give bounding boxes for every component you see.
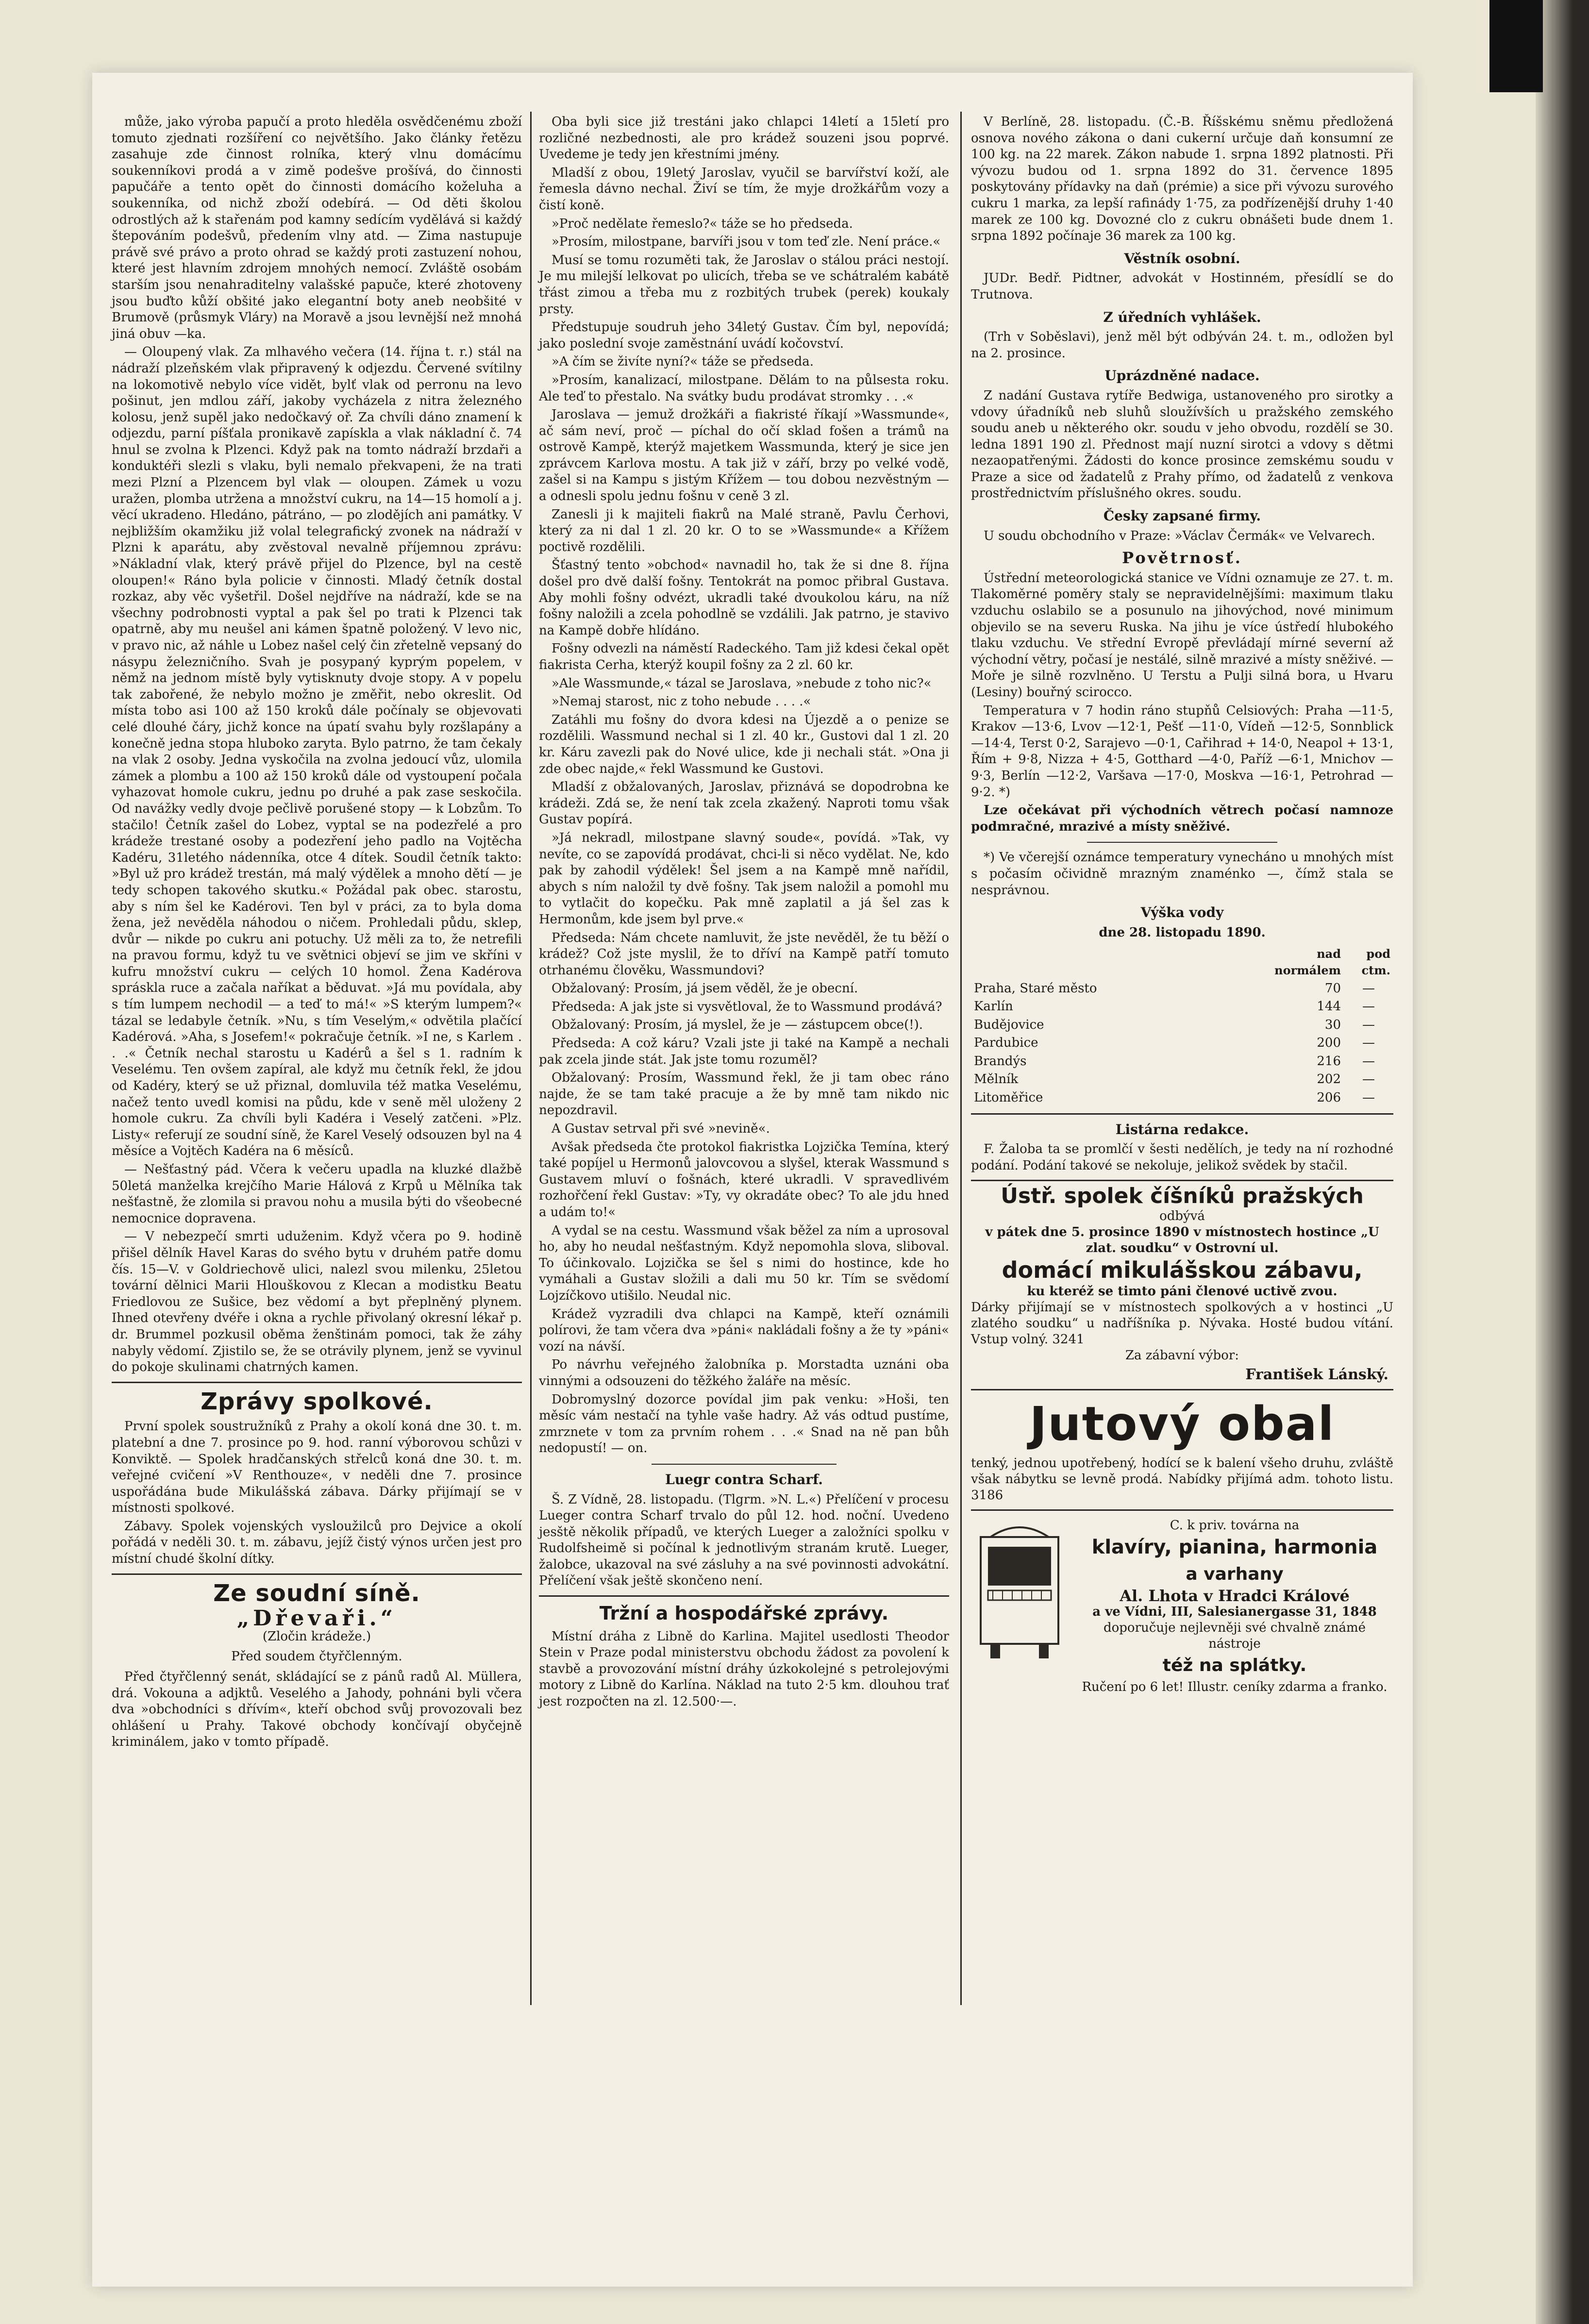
article-oloupeny-vlak: — Oloupený vlak. Za mlhavého večera (14. října t. r.) stál na nádraží plzeňském vlak připravený k odjezdu. Červené svítilny na lokomotivě nebylo více vidět, bylť vlak od perronu na levo pošinut, jen mdlou září, jakoby vycházela z nitra železného kolosu, jenž supěl jako nedočkavý oř. Za chvíli dáno znamení k odjezdu, parní píšťala pronikavě zapískla a vlak nákladní č. 74 hnul se zvolna k Plzenci. Když pak na tomto nádraží brzdaři a konduktéři slezli s vlaku, byli nemalo překvapeni, že na trati mezi Plzní a Plzencem byl vlak — oloupen. Zámek u vozu uražen, plomba utržena a množství cukru, na 14—15 homolí a j. věcí ukradeno. Hledáno, pátráno, — po zlodějích ani památky. V nejbližším okamžiku již volal telegrafický zvonek na nádraží v Plzni k aparátu, aby zvěstoval nevalně příjemnou zprávu: »Nákladní vlak, který právě přijel do Plzence, byl na cestě oloupen!« Ráno byla policie v činnosti. Mladý četník dostal rozkaz, aby věc vyšetřil. Došel nejdříve na nádraží, kde se na všechny podrobnosti vyptal a pak šel po trati k Plzenci tak opatrně, aby mu neušel ani kámen špatně položený. V levo nic, v pravo nic, až náhle u Lobez našel celý čin zřetelně vepsaný do násypu železničního. Svah je posypaný kyprým popelem, v němž na jednom místě byly vytisknuty dvoje stopy. A v popelu tak zabořené, že nebylo možno je změřit, nebo okreslit. Od místa tobo asi 100 až 150 kroků dále počínaly se objevovati celé dlouhé čáry, jichž konce na úpatí svahu byly rozšlapány a konečně jedna stopa hluboko zaryta. Bylo patrno, že tam čekaly na vlak 2 osoby. Jedna vyskočila na zvolna jedoucí vůz, ulomila zámek a plombu a 100 až 150 kroků dále od vystoupení počala vyhazovat homole cukru, jednu po druhé a pak zase seskočila. Od navážky vedly dvoje pečlivě porušené stopy — k Lobzům. To stačilo! Četník zašel do Lobez, vyptal se na podezřelé a pro krádeže trestané osoby a podezření jeho padlo na Vojtěcha Kadéru, 31letého nádenníka, otce 4 dítek. Soudil četník takto: »Byl už pro krádež trestán, má malý výdělek a mnoho dětí — je tedy schopen takového skutku.« Požádal pak obec. starostu, aby s ním šel ke Kadérovi. Ten byl v práci, za to byla doma žena, jež nevěděla náhodou o ničem. Prohledali půdu, sklep, dvůr — nikde po cukru ani potuchy. Už měli za to, že netrefili na pravou formu, když tu ve světnici objeví se jim ve skříni v kufru množství cukru — celých 10 homol. Žena Kadérova spráskla ruce a začala naříkat a běduvat. »Já mu povídala, aby s tím lumpem nechodil — a teď to má!« »S kterým lumpem?« tázal se ledabyle četník. »Nu, s tím Veselým,« odvětila plačící Kadérová. »Aha, s Josefem!« pokračuje četník. »I ne, s Karlem . . .« Četník nechal starostu u Kadérů a šel s 1. radním k Veselému. Ten ovšem zapíral, ale když mu četník řekl, že jdou od Kadéry, který se už přiznal, domluvila též matka Veselému, načež tento uvedl komisi na půdu, kde v seně měl uloženy 2 homole cukru. Za chvíli byli Kadéra i Veselý zatčeni. »Plz. Listy« referují ze soudní síně, že Karel Veselý odsouzen byl na 4 měsíce a Vojtěch Kadéra na 6 měsíců. [112,345,522,1159]
article-drevari-cont: »Proč nedělate řemeslo?« táže se ho předseda. [552,216,853,231]
article-zabavy: Zábavy. Spolek vojenských vysloužilců pro Dejvice a okolí pořádá v neděli 30. t. m. zábavu, jejíž čistý výnos určen jest pro místní chudé školní dítky. [112,1519,522,1567]
heading-zpravy-spolkove: Zprávy spolkové. [201,1388,433,1415]
table-row: Brandýs 216 — [974,1053,1375,1069]
article-nadace: Z nadání Gustava rytíře Bedwiga, ustanoveného pro sirotky a vdovy úřadníků neb sluhů sloužívších u pražského zemského soudu aneb u některého okr. soudu v jeho obvodu, rozdělí se 30. ledna 1891 190 zl. Přednost mají nuzní sirotci a vdovy s dětmi nezaopatřenými. Žádosti do konce prosince zemskému soudu v Praze a sice od žadatelů z Prahy přímo, od žadatelů z venkova prostřednictvím příslušného okres. soudu. [971,388,1393,501]
article-mistni-draha: Místní dráha z Libně do Karlina. Majitel usedlosti Theodor Stein v Praze podal ministerstvu obchodu žádost za povolení k stavbě a provozování místní dráhy úzkokolejné s petrolejovými motory z Libně do Karlína. Náklad na tuto 2·5 km. dlouhou trať jest rozpočten na zl. 12.500·—. [539,1629,949,1709]
ad-cisnici: Ústř. spolek číšníků pražských odbývá v pátek dne 5. prosince 1890 v místnostech hostince „U zlat. soudku“ v Ostrovní ul. domácí mikulášskou zábavu, ku kteréž se timto páni členové uctivě zvou. Dárky přijímají se v místnostech spolkových a v hostinci „U zlatého soudku“ u nadříšníka p. Nývaka. Hosté budou vítání. Vstup volný. 3241 Za zábavní výbor: František Lánský. [971,1184,1393,1384]
article-vestnik: JUDr. Bedř. Pidtner, advokát v Hostinném, přesídlí se do Trutnova. [971,271,1393,302]
heading-listarna: Listárna redakce. [1115,1121,1249,1137]
article-nestastny-pad: — Nešťastný pád. Včera k večeru upadla na kluzké dlažbě 50letá manželka krejčího Marie Hálová z Krpů u Mělníka tak nešťastně, že zlomila si pravou nohu a musila býti do všeobecné nemocnice dopravena. [112,1162,522,1226]
section-rule [971,1180,1393,1181]
heading-ze-soudni-sine: Ze soudní síně. [213,1579,420,1607]
column-1 [112,114,522,1753]
section-rule [971,1389,1393,1390]
article-drevari-cont: Zanesli ji k majiteli fiakrů na Malé straně, Pavlu Čerhovi, který za ni dal 1 zl. 20 kr. O to se »Wassmunde« a Křížem poctivě rozdělili. [539,507,949,554]
heading-trzni-zpravy: Tržní a hospodářské zprávy. [599,1603,889,1624]
column-2 [539,114,949,1712]
section-rule [112,1382,522,1383]
table-row: Budějovice 30 — [974,1017,1375,1032]
heading-vestnik-osobni: Věstník osobní. [1124,250,1240,267]
article-drevari-cont: Obžalovaný: Prosím, já jsem věděl, že je obecní. [552,981,858,996]
article-drevari-cont: Předseda: A jak jste si vysvětloval, že to Wassmund prodává? [552,999,942,1014]
table-row: Karlín 144 — [974,999,1375,1014]
ad-jutovy-title: Jutový obal [1029,1396,1335,1451]
table-row: Litoměřice 206 — [974,1090,1375,1105]
ad-klavir [971,1518,1393,1695]
section-rule [971,1509,1393,1511]
article-drevari-cont: »Já nekradl, milostpane slavný soude«, povídá. »Tak, vy nevíte, co se zapovídá prodávat, chci-li si něco vydělat. Ne, kdo pak by zahodil výdělek! Šel jsem a na Kampě mně nařídil, abych s ním naložil ty dvě fošny. Tak jsem naložil a pomohl mu to vytlačit do kopečku. Pak mně zaplatil a já šel zas k Hermonům, kde jsem byl prve.« [539,830,949,927]
article-drevari-cont: Fošny odvezli na náměstí Radeckého. Tam již kdesi čekal opět fiakrista Cerha, kterýž koupil fošny za 2 zl. 60 kr. [539,641,949,672]
section-rule [1087,842,1277,843]
article-drevari-cont: Obžalovaný: Prosím, Wassmund řekl, že ji tam obec ráno najde, že se tam také pracuje a že by mně tam nikdo nic nepozdravil. [539,1070,949,1118]
article-luegr: Š. Z Vídně, 28. listopadu. (Tlgrm. »N. L.«) Přelíčení v procesu Lueger contra Scharf trvalo do půl 12. hod. noční. Uvedeno jesště několik případů, ve kterých Lueger a založníci spolku v Rudolfsheimě si počínal k jednotlivým stranám krutě. Lueger, žalobce, ukazoval na své zásluhy a na své povinnosti advokátní. Přelíčení však ještě skončeno není. [539,1492,949,1588]
article-drevari-cont: Šťastný tento »obchod« navnadil ho, tak že si dne 8. října došel pro dvě další fošny. Tentokrát na pomoc přibral Gustava. Aby mohli fošny odvézt, ukradli také dvoukolou káru, na níž fošny naložili a zcela pohodlně se vzdálili. Jak patrno, je stavivo na Kampě dobře hlídáno. [539,558,949,638]
column-3 [971,114,1393,1700]
section-rule [539,1595,949,1597]
article-firmy: U soudu obchodního v Praze: »Václav Čermák« ve Velvarech. [984,528,1375,543]
article-drevari-cont: »Prosím, kanalizací, milostpane. Dělám to na půlsesta roku. Ale teď to přestalo. Na svátky budu prodávat stromky . . .« [539,372,949,404]
water-date: dne 28. listopadu 1890. [1099,925,1266,940]
article-drevari-cont: Musí se tomu rozuměti tak, že Jaroslav o stálou práci nestojí. Je mu milejší lelkovat po ulicích, třeba se ve schátralém kabátě třást zimou a třeba mu z rozbitých trubek (perek) koukaly prsty. [539,252,949,317]
heading-povetrnost: Povětrnosť. [1122,549,1242,568]
table-row: Pardubice 200 — [974,1036,1375,1051]
ad-jutovy-obal: Jutový obal tenký, jednou upotřebený, hodící se k balení všeho druhu, zvláště však nábytku se levně prodá. Nabídky přijímá adm. tohoto listu. 3186 [971,1396,1393,1503]
article-drevari-cont: Obžalovaný: Prosím, já myslel, že je — zástupcem obce(!). [552,1018,923,1033]
article-drevari: Před čtyřčlenný senát, skládající se z pánů radů Al. Müllera, drá. Vokouna a adjktů. Veselého a Jahody, pohnáni byli včera dva »obchodníci s dřívím«, kteří obchod svůj provozovali bez ohlášení u Prahy. Takové obchody končívají obyčejně kriminálem, jako v tomto případě. [112,1670,522,1750]
heading-cesky-zapsane-firmy: Česky zapsané firmy. [1103,508,1261,524]
heading-luegr: Luegr contra Scharf. [665,1471,823,1488]
article-drevari-cont: Po návrhu veřejného žalobníka p. Morstadta uznáni oba vinnými a odsouzeni do těžkého žaláře na měsíc. [539,1357,949,1388]
heading-z-urednich-vyhlasek: Z úředních vyhlášek. [1103,309,1261,325]
ad-klavir-title: klavíry, pianina, harmonia [1091,1536,1378,1558]
article-drevari-cont: Mladší z obou, 19letý Jaroslav, vyučil se barvířství koží, ale řemesla dávno nechal. Živí se tím, že myje drožkářům vozy a čistí koně. [539,165,949,213]
article-uduseni: — V nebezpečí smrti uduženim. Když včera po 9. hodině přišel dělník Havel Karas do svého bytu v druhém patře domu čís. 15—V. v Goldriechově ulici, nalezl svou milenku, 25letou tovární dělnici Marii Hlouškovou z Klecan a modistku Beatu Friedlovou ze Sušice, bez vědomí a byt přeplněný plynem. Ihned otevřeny dvéře i okna a rychle přivolaný okresní lékař p. dr. Brummel pozkusil oběma ženštinám pomoci, tak že záhy nabyly vědomí. Zjistilo se, že se otrávily plynem, jenž se vyvinul do pokoje skulinami chatrných kamen. [112,1229,522,1375]
section-rule [971,1113,1393,1115]
article-drevari-cont: »Nemaj starost, nic z toho nebude . . . .« [552,694,811,709]
article-drevari-cont: Krádež vyzradili dva chlapci na Kampě, kteří oznámili polírovi, že tam včera dva »páni« nakládali fošny a že ty »páni« vozí na návší. [539,1306,949,1354]
article-drevari-cont: Jaroslava — jemuž drožkáři a fiakristé říkají »Wassmunde«, ač sám neví, proč — píchal do očí sklad fošen a trámů na ostrově Kampě, kterýž majetkem Wassmunda, který je sice jen zprávcem Karlova mostu. A tak již v září, brzy po velké vodě, zašel si na Kampu s jistým Křížem — tou dobou nezvěstným — a odnesli spolu jednu fošnu v ceně 3 zl. [539,407,949,504]
section-rule [112,1573,522,1575]
scan-edge [1536,0,1589,2324]
table-row: Praha, Staré město 70 — [974,981,1375,996]
article-spolek-soustruzniku: První spolek soustružníků z Prahy a okolí koná dne 30. t. m. platební a dne 7. prosince po 9. hod. ranní výborovou schůzi v Konviktě. — Spolek hradčanských střelců koná dne 30. t. m. veřejné cvičení »V Renthouze«, v neděli dne 7. prosince uspořádána bude Mikulášská zábava. Dárky přijímají se v místnosti spolkové. [112,1419,522,1516]
table-row: Mělník 202 — [974,1072,1375,1087]
article-drevari-cont: A vydal se na cestu. Wassmund však běžel za ním a uprosoval ho, aby ho neudal nešťastným. Když nepomohla slova, sliboval. To účinkovalo. Lojzička se šel s nimi do hostince, kde ho vymáhali a Gustav složili a dali mu 50 kr. Tím se svědomí Lojzíčkovo utišilo. Neudal nic. [539,1223,949,1303]
heading-drevari: „Dřevaři.“ [236,1606,397,1631]
article-drevari-cont: Předstupuje soudruh jeho 34letý Gustav. Čím byl, nepovídá; jako poslední svoje zaměstnání uvádí kočovství. [539,320,949,351]
article-drevari-cont: Zatáhli mu fošny do dvora kdesi na Újezdě a o penize se rozdělili. Wassmund nechal si 1 zl. 40 kr., Gustovi dal 1 zl. 20 kr. Káru zavezli pak do Nové ulice, kde ji nechali stát. »Ona ji zde obec najde,« řekl Wassmund ke Gustovi. [539,712,949,776]
article-drevari-cont: A Gustav setrval při své »nevině«. [552,1121,770,1137]
article-drevari-cont: Předseda: Nám chcete namluvit, že jste nevěděl, že tu běží o krádež? Což jste myslil, že to dříví na Kampě patří tomuto otrhanému člověku, Wassmundovi? [539,930,949,978]
article-drevari-cont: Avšak předseda čte protokol fiakristka Lojzička Temína, který také popíjel u Hermonů jalovcovou a slyšel, kterak Wassmund s Gustavem mluví o fošnách, které ukradli. V spravedlivém rozhořčení řekl Gustav: »Ty, vy okradáte obec? To ale jdu hned a udám to!« [539,1139,949,1220]
article-drevari-cont: »Prosím, milostpane, barvíři jsou v tom teď zle. Není práce.« [552,234,941,250]
article-drevari-cont: Dobromyslný dozorce povídal jim pak venku: »Hoši, ten měsíc vám nestačí na tyhle vaše hadry. Až vás odtud pustíme, zmrznete v tom za prvním rohem . . .« Snad na ně pan bůh nedopustí! — on. [539,1392,949,1456]
ad-cisnici-signature: František Lánský. [1245,1366,1388,1384]
article-teploty: Temperatura v 7 hodin ráno stupňů Celsiových: Praha —11·5, Krakov —13·6, Lvov —12·1, Pešť —11·0, Vídeň —12·5, Sonnblick —14·4, Terst 0·2, Sarajevo —0·1, Cařihrad + 14·0, Neapol + 13·1, Řím + 9·8, Nizza + 4·5, Gotthard —4·0, Paříž —6·1, Mnichov —9·3, Berlín —12·2, Varšava —17·0, Moskva —16·1, Petrohrad —9·2. *) [971,703,1393,800]
scan-corner [1489,0,1543,92]
column-rule [960,112,962,2005]
water-col-nad: nad normálem [1274,947,1341,977]
article-poznamka: *) Ve včerejší oznámce temperatury vynecháno u mnohých míst s počasím očividně mrazným znaménko —, čímž stala se nesprávnou. [971,850,1393,898]
article-papuce: může, jako výroba papučí a proto hleděla osvědčenému zboží tomuto zjednati rozšíření co největšího. Jako články řetězu zasahuje zde činnost rolníka, který vlnu domácímu soukenníkovi prodá a v zimě podešve prošívá, do činnosti papučáře a tento opět do činnosti domácího koželuha a soukenníka, od nichž zboží odebírá. — Od děti školou odrostlých až k stařenám pod kamny sedícím vydělává si každý štepováním podešvů, předením vlny atd. — Zima nastupuje právě své právo a proto ohrad se každý proti zastuzení nohou, které jest hlavním zdrojem mnohých nemocí. Zvláště osobám starším jsou nenahraditelny valašské papuče, které zhotoveny jsou buďto kůží obšité jako elegantní boty aneb neobšité v Brumově (průsmyk Vláry) na Moravě a jsou levnější než mnohá jiná obuv —ka. [112,115,522,341]
section-rule [652,1464,836,1465]
article-listarna: F. Žaloba ta se promlčí v šesti nedělích, je tedy na ní rozhodné podání. Podání takové se nekoluje, jelikož svědek by stačil. [971,1142,1393,1173]
subheading-senat: Před soudem čtyřčlenným. [231,1649,402,1664]
article-povetrnost: Ústřední meteorologická stanice ve Vídni oznamuje ze 27. t. m. Tlakoměrné poměry staly se nepravidelnějšími: maximum tlaku vzduchu oslabilo se a posunulo na jihovýchod, nové minimum objevilo se na severu Ruska. Na jihu je více ústředí hlubokého tlaku vzduchu. Ve střední Evropě převládají mírné severní až východní větry, počasí je nestálé, silně mrazivé a místy sněživé. — Moře je silně rozvlněno. U Terstu a Pulji silná bora, u Hvaru (Lesiny) bouřný scirocco. [971,570,1393,700]
column-rule [530,112,532,2005]
ad-cisnici-title: Ústř. spolek číšníků pražských [1001,1184,1364,1209]
heading-uprazdnene-nadace: Uprázdněné nadace. [1104,368,1260,384]
heading-vyska-vody: Výška vody [1140,904,1224,921]
article-berlin-cukr: V Berlíně, 28. listopadu. (Č.-B. Říšskému sněmu předložená osnova nového zákona o dani cukerní určuje daň konsumní ze 100 kg. na 22 marek. Zákon nabude 1. srpna 1892 platnosti. Při vývozu budou od 1. srpna 1892 do 31. července 1895 poskytovány přídavky na daň (prémie) a sice při vývozu surového cukru 1 marka, za lepší rafinády 1·75, za podřízenější druhy 1·40 marek ze 100 kg. Dovozné clo z cukru obnášeti bude dnem 1. srpna 1892 počínaje 36 marek za 100 kg. [971,115,1393,244]
article-drevari-cont: »A čím se živíte nyní?« táže se předseda. [552,354,814,369]
subheading-zlocin: (Zločin krádeže.) [262,1629,371,1644]
ad-cisnici-headline: domácí mikulášskou zábavu, [1002,1257,1363,1284]
article-drevari-cont: Mladší z obžalovaných, Jaroslav, přiznává se dopodrobna ke krádeži. Zdá se, že není tak zcela zkažený. Naproti tomu však Gustav popírá. [539,780,949,827]
water-col-pod: pod ctm. [1361,947,1390,977]
harmonium-icon [971,1518,1068,1663]
article-drevari-cont: Předseda: A což káru? Vzali jste ji také na Kampě a nechali pak zcela jinde stát. Jak jste tomu rozuměl? [539,1036,949,1067]
article-urad: (Trh v Soběslavi), jenž měl být odbýván 24. t. m., odložen byl na 2. prosince. [971,330,1393,361]
article-drevari-cont: »Ale Wassmunde,« tázal se Jaroslava, »nebude z toho nic?« [552,676,932,691]
article-drevari-cont: Oba byli sice již trestáni jako chlapci 14letí a 15letí pro rozličné nezbednosti, ale pro krádež souzeni jsou poprvé. Uvedeme je tedy jen křestními jmény. [539,115,949,162]
water-level-table [971,945,1393,1107]
article-predpoved: Lze očekávat při východních větrech počasí namnoze podmračné, mrazivé a místy sněživé. [971,803,1393,834]
ad-klavir-text: C. k priv. továrna na klavíry, pianina, harmonia a varhany Al. Lhota v Hradci Králové a ve Vídni, III, Salesianergasse 31, 1848 doporučuje nejlevněji své chvalně známé nástroje též na splátky. Ručení po 6 let! Illustr. ceníky zdarma a franko. [1076,1518,1393,1695]
